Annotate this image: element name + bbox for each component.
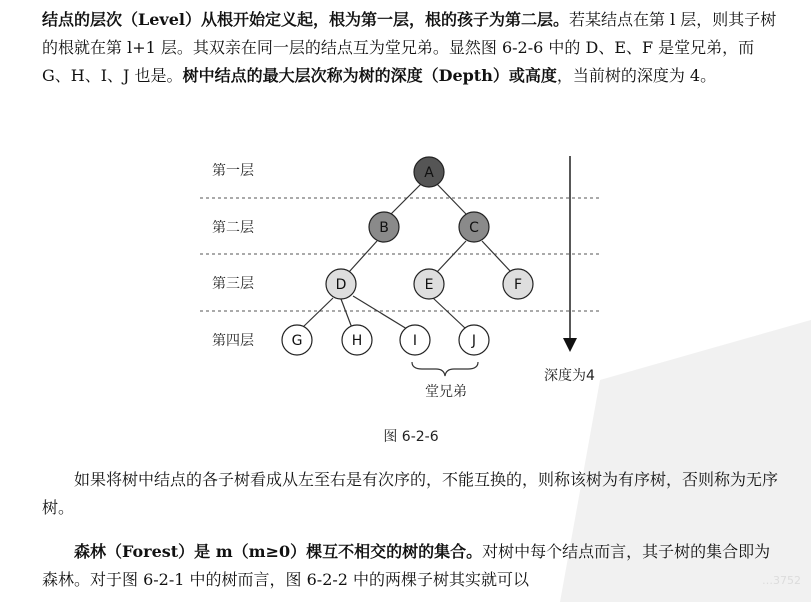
tree-edges [302,184,511,329]
cousin-brace [412,362,478,376]
node-label-b: B [379,220,389,236]
level-separators [200,198,600,311]
node-label-g: G [291,333,303,349]
paragraph-forest [42,538,782,594]
paragraph-ordered-tree [42,466,782,522]
cousin-label: 堂兄弟 [425,384,467,400]
depth-arrow-head [563,338,577,352]
depth-definition: 树中结点的最大层次称为树的深度（Depth）或高度 [182,66,557,85]
figure-caption: 图 6-2-6 [383,429,439,445]
depth-value-sentence: ，当前树的深度为 4。 [556,66,717,85]
ordered-tree-definition: 如果将树中结点的各子树看成从左至右是有次序的，不能互换的，则称该树为有序树，否则称为无序树。 [42,470,779,517]
forest-definition: 森林（Forest）是 m（m≥0）棵互不相交的树的集合。 [74,542,483,561]
node-label-e: E [424,277,434,293]
node-label-i: I [412,333,418,349]
cousin-explanation: 若某结点在第 l 层，则其子树的根就在第 l+1 层。其双亲在同一层的结点互为堂兄弟。显然图 6-2-6 中的 D、E、F 是堂兄弟，而 G、H、I、J 也是。 [42,10,777,85]
level-label-3: 第三层 [212,276,254,292]
level-definition-sentence: 结点的层次（Level）从根开始定义起，根为第一层，根的孩子为第二层。 [42,10,569,29]
node-label-h: H [351,333,363,349]
node-label-f: F [513,277,523,293]
node-label-d: D [335,277,347,293]
watermark-text: …3752 [762,574,801,587]
node-label-a: A [424,165,434,181]
node-label-j: J [471,333,477,349]
level-label-2: 第二层 [212,220,254,236]
level-label-4: 第四层 [212,333,254,349]
forest-explanation: 对树中每个结点而言，其子树的集合即为森林。对于图 6-2-1 中的树而言，图 6-2-2 中的两棵子树其实就可以 [42,542,771,589]
depth-label: 深度为4 [544,368,595,384]
level-label-1: 第一层 [212,163,254,179]
node-label-c: C [469,220,479,236]
